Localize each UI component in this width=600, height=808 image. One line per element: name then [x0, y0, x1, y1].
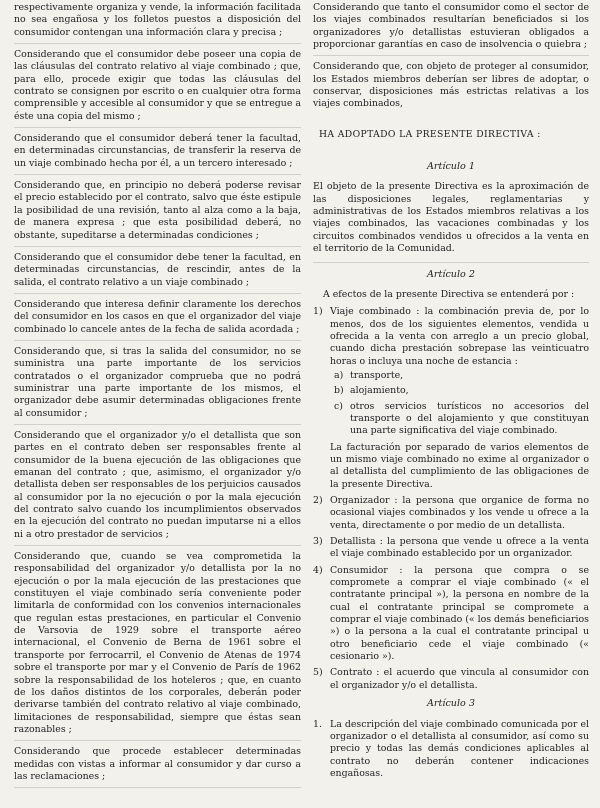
- recital-paragraph: Considerando que, en principio no deberá poderse revisar el precio establecido por el contrato, salvo que éste estipule la posibilidad de una revisión, tanto al alza como a la baja, de manera expresa ; que esta posibilidad deberá, no obstante, supeditarse a determinadas condiciones ;: [14, 180, 301, 247]
- sub-list-item: [330, 370, 589, 382]
- definition-list: [313, 306, 589, 692]
- left-column: [14, 2, 301, 793]
- recital-paragraph: Considerando que el consumidor debe poseer una copia de las cláusulas del contrato relativo al viaje combinado ; que, para ello, procede exigir que todas las cláusulas del contrato se consignen por escrito o en cualquier otra forma comprensible y accesible al consumidor y que se entregue a éste una copia del mismo ;: [14, 49, 301, 128]
- article-text: El objeto de la presente Directiva es la aproximación de las disposiciones legales, reglamentarias y administrativas de los Estados miembros relativas a los viajes combinados, las vacaciones combinadas y los circuitos combinados vendidos u ofrecidos a la venta en el territorio de la Comunidad.: [313, 181, 589, 255]
- recital-paragraph: Considerando que procede establecer determinadas medidas con vistas a informar al consumidor y dar curso a las reclamaciones ;: [14, 746, 301, 788]
- sub-letter: a): [334, 369, 344, 381]
- list-item: [313, 667, 589, 692]
- item-text: Detallista : la persona que vende u ofrece a la venta el viaje combinado establecido por un organizador.: [330, 536, 589, 560]
- recital-paragraph: Considerando que el consumidor debe tener la facultad, en determinadas circunstancias, de rescindir, antes de la salida, el contrato relativo a un viaje combinado ;: [14, 252, 301, 294]
- article-intro: A efectos de la presente Directiva se entenderá por :: [323, 288, 575, 300]
- adoption-heading: HA ADOPTADO LA PRESENTE DIRECTIVA :: [319, 128, 541, 140]
- sub-list-item: [330, 401, 589, 438]
- recital-paragraph: Considerando que tanto el consumidor como el sector de los viajes combinados resultarían beneficiados si los organizadores y/o detallistas estuvieran obligados a proporcionar garantías en caso de insolvencia o quiebra ;: [313, 2, 589, 56]
- item-text: La descripción del viaje combinado comunicada por el organizador o el detallista al consumidor, así como su precio y todas las demás condiciones aplicables al contrato no deberán contener indicaciones engañosas.: [330, 718, 589, 779]
- recital-paragraph: Considerando que, si tras la salida del consumidor, no se suministra una parte importante de los servicios contratados o el organizador comprueba que no podrá suministrar una parte importante de los mismos, el organizador debe asumir determinadas obligaciones frente al consumidor ;: [14, 346, 301, 425]
- article-title: Artículo 3: [427, 698, 475, 710]
- recital-paragraph: Considerando que el organizador y/o el detallista que son partes en el contrato deben ser responsables frente al consumidor de la buena ejecución de las obligaciones que emanan del contrato ; que, asimismo, el organizador y/o detallista deben ser responsables de los perjuicios causados al consumidor por la no ejecución o por la mala ejecución del contrato salvo cuando los incumplimientos observados en la ejecución del contrato no puedan imputarse ni a ellos ni a otro prestador de servicios ;: [14, 430, 301, 546]
- list-item: [313, 495, 589, 532]
- article-title: Artículo 1: [427, 161, 475, 173]
- item-number: 1): [313, 306, 323, 318]
- article3-list: [313, 719, 589, 781]
- sub-letter: c): [334, 400, 343, 412]
- list-item: [313, 306, 589, 491]
- item-note: La facturación por separado de varios elementos de un mismo viaje combinado no exime al organizador o al detallista del cumplimiento de las obligaciones de la presente Directiva.: [330, 441, 589, 490]
- recital-paragraph: Considerando que, con objeto de proteger al consumidor, los Estados miembros deberían ser libres de adoptar, o conservar, disposiciones más estrictas relativas a los viajes combinados,: [313, 61, 589, 110]
- item-text: Viaje combinado : la combinación previa de, por lo menos, dos de los siguientes elementos, vendida u ofrecida a la venta con arreglo a un precio global, cuando dicha prestación sobrepase las veinticuatro horas o incluya una noche de estancia :: [330, 306, 589, 367]
- item-number: 1.: [313, 718, 322, 730]
- sub-text: transporte,: [350, 369, 404, 381]
- item-number: 2): [313, 495, 323, 506]
- list-item: [313, 536, 589, 561]
- divider: [313, 262, 589, 263]
- item-text: Contrato : el acuerdo que vincula al consumidor con el organizador y/o el detallista.: [330, 667, 589, 691]
- article-title: Artículo 2: [427, 268, 475, 280]
- item-number: 5): [313, 667, 323, 679]
- item-text: Organizador : la persona que organice de forma no ocasional viajes combinados y los vende u ofrece a la venta, directamente o por medio de un detallista.: [330, 495, 589, 531]
- sub-text: alojamiento,: [350, 385, 409, 397]
- sub-list-item: [330, 385, 589, 397]
- sub-list: [330, 370, 589, 438]
- list-item: [313, 565, 589, 664]
- recital-paragraph: Considerando que, cuando se vea comprometida la responsabilidad del organizador y/o detallista por la no ejecución o por la mala ejecución de las prestaciones que constituyen el viaje combinado sería conveniente poder limitarla de conformidad con los convenios internacionales que regulan estas prestaciones, en particular el Convenio de Varsovia de 1929 sobre el transporte aéreo internacional, el Convenio de Berna de 1961 sobre el transporte por ferrocarril, el Convenio de Atenas de 1974 sobre el transporte por mar y el Convenio de París de 1962 sobre la responsabilidad de los hoteleros ; que, en cuanto de los daños distintos de los corporales, deberán poder derivarse también del contrato relativo al viaje combinado, limitaciones de responsabilidad, siempre que éstas sean razonables ;: [14, 551, 301, 741]
- item-number: 4): [313, 564, 323, 576]
- recital-paragraph: Considerando que interesa definir claramente los derechos del consumidor en los casos en que el organizador del viaje combinado lo cancele antes de la fecha de salida acordada ;: [14, 299, 301, 341]
- recital-paragraph: respectivamente organiza y vende, la información facilitada no sea engañosa y los folletos puestos a disposición del consumidor contengan una información clara y precisa ;: [14, 2, 301, 44]
- sub-letter: b): [334, 385, 344, 397]
- right-column: [313, 2, 589, 784]
- recital-paragraph: Considerando que el consumidor deberá tener la facultad, en determinadas circunstancias, de transferir la reserva de un viaje combinado hecha por él, a un tercero interesado ;: [14, 133, 301, 175]
- sub-text: otros servicios turísticos no accesorios del transporte o del alojamiento y que constituyan una parte significativa del viaje combinado.: [350, 400, 589, 437]
- item-text: Consumidor : la persona que compra o se compromete a comprar el viaje combinado (« el contratante principal »), la persona en nombre de la cual el contratante principal se compromete a comprar el viaje combinado (« los demás beneficiarios ») o la persona a la cual el contratante principal u otro beneficiario cede el viaje combinado (« cesionario »).: [330, 564, 589, 663]
- list-item: [313, 719, 589, 781]
- item-number: 3): [313, 536, 323, 548]
